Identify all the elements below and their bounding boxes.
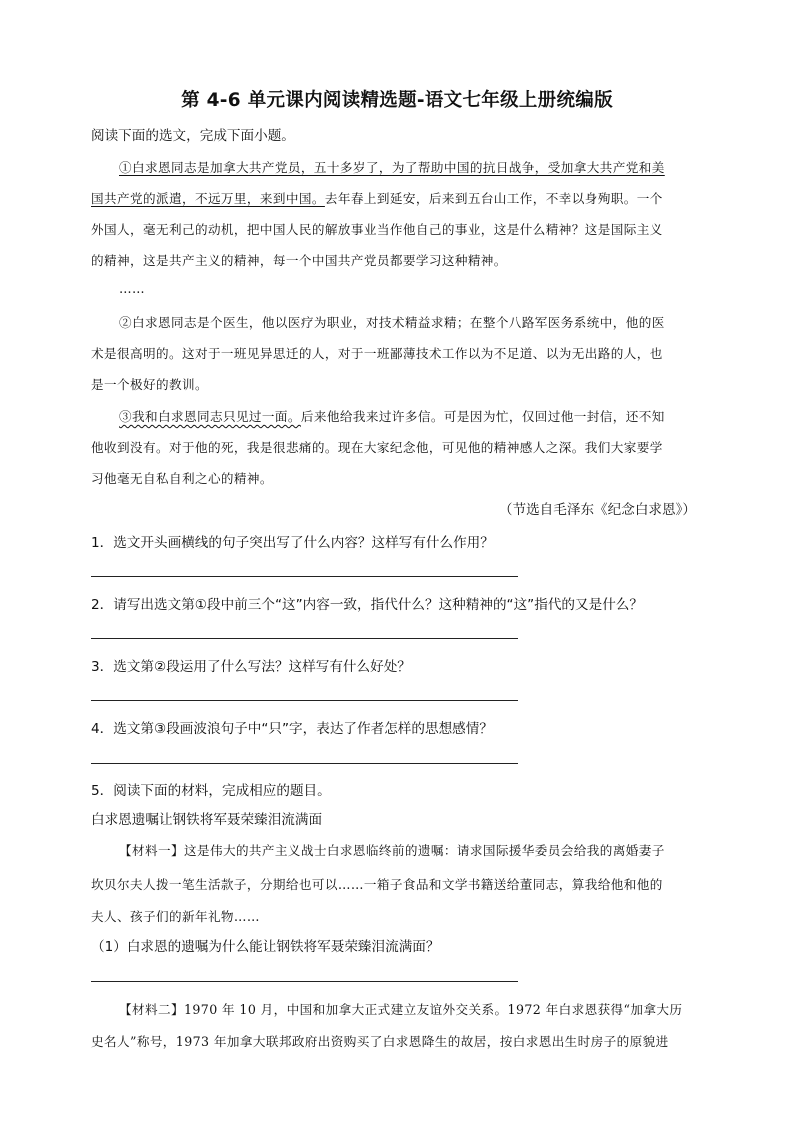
passage-p1-line-4: 的精神，这是共产主义的精神，每一个中国共产党员都要学习这种精神。 bbox=[91, 253, 507, 268]
material-2-line-1: 【材料二】1970 年 10 月，中国和加拿大正式建立友谊外交关系。1972 年白求恩获得“加拿大历 bbox=[119, 1002, 683, 1017]
question-5-sub-1: （1）白求恩的遗嘱为什么能让钢铁将军聂荣臻泪流满面？ bbox=[91, 939, 440, 955]
passage-p1-line-3: 外国人，毫无利己的动机，把中国人民的解放事业当作他自己的事业，这是什么精神？这是国际主义 bbox=[91, 222, 663, 237]
passage-p1-line-1 bbox=[119, 157, 739, 176]
material-1-line-2: 坎贝尔夫人拨一笔生活款子，分期给也可以……一箱子食品和文学书籍送给董同志，算我给他和他的 bbox=[91, 877, 663, 892]
passage-p2-line-3: 是一个极好的教训。 bbox=[91, 377, 208, 392]
material-2-line-2: 史名人”称号，1973 年加拿大联邦政府出资购买了白求恩降生的故居，按白求恩出生时房子的原貌进 bbox=[91, 1034, 669, 1049]
question-4: 4．选文第③段画波浪句子中“只”字，表达了作者怎样的思想感情？ bbox=[91, 721, 493, 737]
answer-line-3[interactable] bbox=[91, 700, 518, 701]
question-5-heading: 白求恩遗嘱让钢铁将军聂荣臻泪流满面 bbox=[91, 812, 323, 828]
question-2: 2．请写出选文第①段中前三个“这”内容一致，指代什么？这种精神的“这”指代的又是什么？ bbox=[91, 597, 643, 613]
question-3: 3．选文第②段运用了什么写法？这样写有什么好处？ bbox=[91, 659, 411, 675]
answer-line-4[interactable] bbox=[91, 763, 518, 764]
answer-line-1[interactable] bbox=[91, 576, 518, 577]
passage-p3-line-2: 他收到没有。对于他的死，我是很悲痛的。现在大家纪念他，可见他的精神感人之深。我们大家要学 bbox=[91, 440, 663, 455]
instructions: 阅读下面的选文，完成下面小题。 bbox=[91, 128, 295, 144]
underlined-sentence: 国共产党的派遣，不远万里，来到中国。 bbox=[91, 191, 325, 206]
passage-source: （节选自毛泽东《纪念白求恩》） bbox=[498, 502, 696, 518]
underlined-sentence: ①白求恩同志是加拿大共产党员，五十多岁了，为了帮助中国的抗日战争，受加拿大共产党和美 bbox=[119, 160, 665, 175]
passage-text: 去年春上到延安，后来到五台山工作，不幸以身殉职。一个 bbox=[324, 191, 663, 206]
question-5: 5．阅读下面的材料，完成相应的题目。 bbox=[91, 783, 331, 799]
passage-p2-line-1: ②白求恩同志是个医生，他以医疗为职业，对技术精益求精；在整个八路军医务系统中，他的医 bbox=[119, 315, 665, 330]
passage-text: 后来他给我来过许多信。可是因为忙，仅回过他一封信，还不知 bbox=[300, 409, 665, 424]
passage-p1-line-2 bbox=[91, 188, 711, 207]
passage-p2-line-2: 术是很高明的。这对于一班见异思迁的人，对于一班鄙薄技术工作以为不足道、以为无出路的人，也 bbox=[91, 346, 663, 361]
passage-p3-line-3: 习他毫无自私自利之心的精神。 bbox=[91, 471, 273, 486]
ellipsis: …… bbox=[119, 281, 145, 296]
passage-p3-line-1 bbox=[119, 406, 739, 425]
material-1-line-3: 夫人、孩子们的新年礼物…… bbox=[91, 909, 260, 924]
material-1-line-1: 【材料一】这是伟大的共产主义战士白求恩临终前的遗嘱：请求国际援华委员会给我的离婚妻子 bbox=[119, 843, 665, 858]
wavy-sentence: ③我和白求恩同志只见过一面。 bbox=[119, 409, 301, 424]
answer-line-5-1[interactable] bbox=[91, 981, 518, 982]
answer-line-2[interactable] bbox=[91, 638, 518, 639]
question-1: 1．选文开头画横线的句子突出写了什么内容？这样写有什么作用？ bbox=[91, 535, 494, 551]
page-title: 第 4-6 单元课内阅读精选题-语文七年级上册统编版 bbox=[181, 90, 613, 111]
